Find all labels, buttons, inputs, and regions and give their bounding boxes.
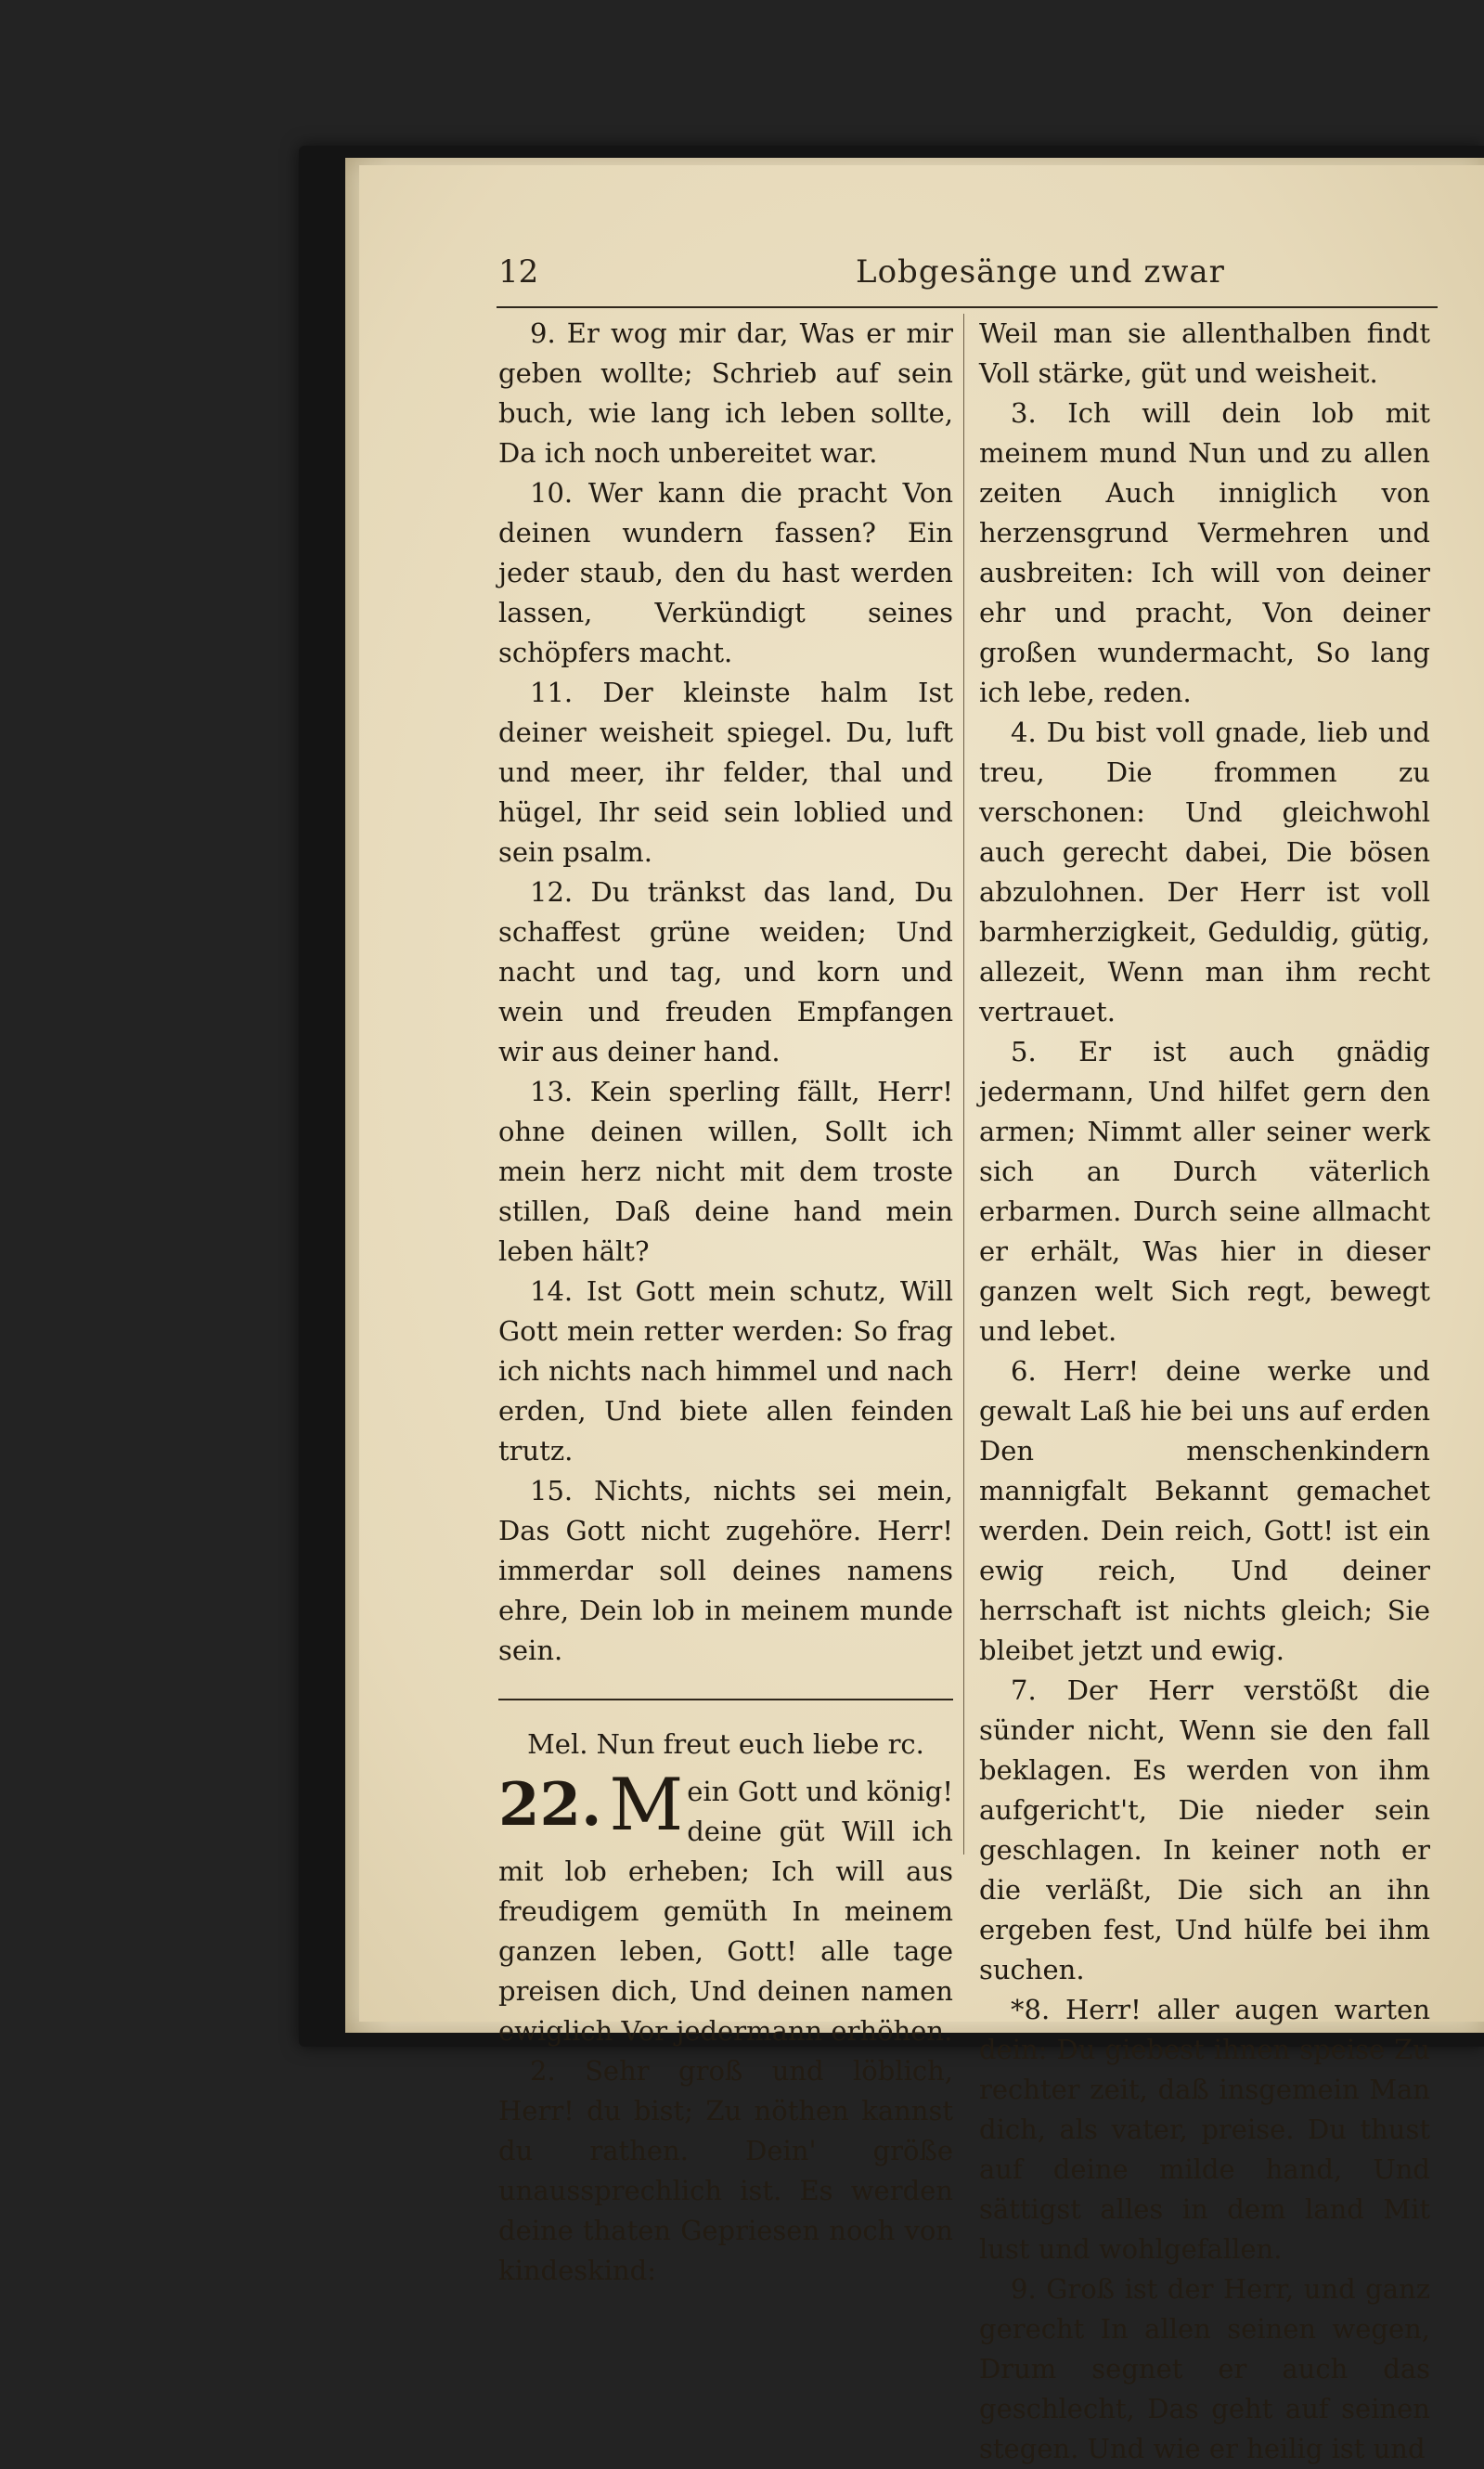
verse-paragraph: 13. Kein sperling fällt, Herr! ohne deinen willen, Sollt ich mein herz nicht mit dem troste stillen, Daß deine hand mein leben hält? — [498, 1076, 953, 1267]
verse-paragraph: 7. Der Herr verstößt die sünder nicht, Wenn sie den fall beklagen. Es werden von ihm aufgericht't, Die nieder sein geschlagen. In keiner noth er die verläßt, Die sich an ihn ergeben fest, Und hülfe bei ihm suchen. — [979, 1674, 1430, 1985]
hymn-first-verse — [498, 1764, 953, 2051]
verse-paragraph: Weil man sie allenthalben findt Voll stärke, güt und weisheit. — [979, 317, 1430, 389]
running-title: Lobgesänge und zwar — [856, 253, 1225, 291]
verse-paragraph: 11. Der kleinste halm Ist deiner weisheit spiegel. Du, luft und meer, ihr felder, thal und hügel, Ihr seid sein loblied und sein psalm. — [498, 677, 953, 868]
verse-paragraph: *8. Herr! aller augen warten dein: Du giebest ihnen speise Zu rechter zeit, daß insgemein Man dich, als vater, preise. Du thust auf deine milde hand, Und sättigst alles in dem land Mit lust und wohlgefallen. — [979, 1994, 1430, 2265]
verse-paragraph: 14. Ist Gott mein schutz, Will Gott mein retter werden: So frag ich nichts nach himmel und nach erden, Und biete allen feinden trutz. — [498, 1275, 953, 1467]
verse-paragraph: 15. Nichts, nichts sei mein, Das Gott nicht zugehöre. Herr! immerdar soll deines namens ehre, Dein lob in meinem munde sein. — [498, 1475, 953, 1666]
verse-paragraph: 10. Wer kann die pracht Von deinen wundern fassen? Ein jeder staub, den du hast werden lassen, Verkündigt seines schöpfers macht. — [498, 477, 953, 668]
verse-paragraph: 3. Ich will dein lob mit meinem mund Nun und zu allen zeiten Auch inniglich von herzensgrund Vermehren und ausbreiten: Ich will von deiner ehr und pracht, Von deiner großen wundermacht, So lang ich lebe, reden. — [979, 397, 1430, 708]
column-divider — [963, 314, 964, 1855]
book-page — [359, 165, 1484, 2464]
verse-paragraph: 2. Sehr groß und löblich, Herr! du bist; Zu nöthen kannst du rathen. Dein' größe unaussprechlich ist. Es werden deine thaten Gepriesen noch von kindeskind: — [498, 2055, 953, 2286]
verse-paragraph: 4. Du bist voll gnade, lieb und treu, Die frommen zu verschonen: Und gleichwohl auch gerecht dabei, Die bösen abzulohnen. Der Herr ist voll barmherzigkeit, Geduldig, gütig, allezeit, Wenn man ihm recht vertrauet. — [979, 717, 1430, 1028]
verse-paragraph: 6. Herr! deine werke und gewalt Laß hie bei uns auf erden Den menschenkindern mannigfalt Bekannt gemachet werden. Dein reich, Gott! ist ein ewig reich, Und deiner herrschaft ist nichts gleich; Sie bleibet jetzt und ewig. — [979, 1355, 1430, 1666]
drop-cap: M — [609, 1764, 684, 1847]
verse-paragraph: 9. Groß ist der Herr, und ganz gerecht In allen seinen wegen, Drum segnet er auch das geschlecht, Das geht auf seinen stegen. Und wie er heilig ist und — [979, 2273, 1430, 2464]
hymn-first-verse-text: ein Gott und könig! deine güt Will ich mit lob erheben; Ich will aus freudigem gemüth In meinem ganzen leben, Gott! alle tage preisen dich, Und deinen namen ewiglich Vor jedermann erhöhen. — [498, 1776, 953, 2047]
verse-paragraph: 9. Er wog mir dar, Was er mir geben wollte; Schrieb auf sein buch, wie lang ich leben sollte, Da ich noch unbereitet war. — [498, 317, 953, 469]
page-header — [498, 253, 1428, 300]
verse-paragraph: 12. Du tränkst das land, Du schaffest grüne weiden; Und nacht und tag, und korn und wein und freuden Empfangen wir aus deiner hand. — [498, 876, 953, 1067]
hymn-separator — [498, 1699, 953, 1700]
header-rule — [497, 306, 1438, 308]
page-number: 12 — [498, 253, 539, 291]
right-column — [979, 314, 1430, 2469]
melody-line: Mel. Nun freut euch liebe rc. — [527, 1728, 924, 1760]
hymn-number: 22. — [498, 1770, 602, 1840]
left-column — [498, 314, 953, 2291]
verse-paragraph: 5. Er ist auch gnädig jedermann, Und hilfet gern den armen; Nimmt aller seiner werk sich an Durch väterlich erbarmen. Durch seine allmacht er erhält, Was hier in dieser ganzen welt Sich regt, bewegt und lebet. — [979, 1036, 1430, 1347]
